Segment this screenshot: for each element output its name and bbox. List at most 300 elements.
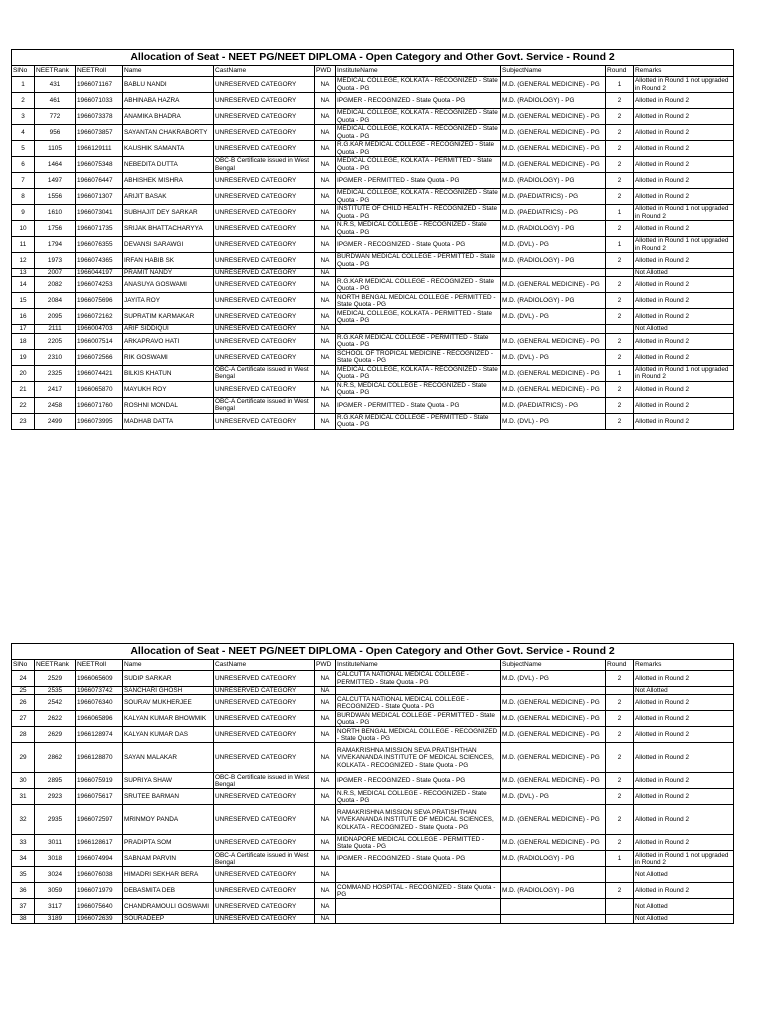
table-row — [12, 789, 734, 805]
cell-pwd: NA — [315, 157, 336, 173]
cell-round: 2 — [606, 293, 634, 309]
cell-remarks: Allotted in Round 2 — [634, 805, 734, 835]
cell-remarks: Allotted in Round 2 — [634, 173, 734, 189]
column-header-round: Round — [606, 660, 634, 671]
cell-neet-rank: 3024 — [35, 867, 76, 883]
cell-pwd: NA — [315, 695, 336, 711]
cell-institute-name: MEDICAL COLLEGE, KOLKATA - RECOGNIZED - State Quota - PG — [336, 125, 501, 141]
cell-subject-name: M.D. (GENERAL MEDICINE) - PG — [501, 365, 606, 381]
allocation-sheet-1 — [11, 49, 733, 430]
cell-cast-name: UNRESERVED CATEGORY — [214, 93, 315, 109]
cell-cast-name: OBC-A Certificate issued in West Bengal — [214, 365, 315, 381]
cell-remarks: Allotted in Round 2 — [634, 883, 734, 899]
cell-neet-rank: 2007 — [35, 269, 76, 277]
cell-round: 1 — [606, 365, 634, 381]
cell-remarks: Not Allotted — [634, 269, 734, 277]
cell-pwd: NA — [315, 365, 336, 381]
table-row — [12, 687, 734, 695]
cell-neet-roll: 1966071307 — [76, 189, 123, 205]
cell-round — [606, 915, 634, 923]
cell-cast-name: UNRESERVED CATEGORY — [214, 141, 315, 157]
cell-pwd: NA — [315, 883, 336, 899]
cell-cast-name: UNRESERVED CATEGORY — [214, 173, 315, 189]
cell-name: BILKIS KHATUN — [123, 365, 214, 381]
cell-pwd: NA — [315, 687, 336, 695]
cell-institute-name: COMMAND HOSPITAL - RECOGNIZED - State Quota - PG — [336, 883, 501, 899]
cell-remarks: Not Allotted — [634, 915, 734, 923]
cell-name: ABHINABA HAZRA — [123, 93, 214, 109]
column-header-neet-rank: NEETRank — [35, 66, 76, 77]
cell-subject-name: M.D. (GENERAL MEDICINE) - PG — [501, 711, 606, 727]
cell-subject-name: M.D. (DVL) - PG — [501, 413, 606, 429]
cell-neet-roll: 1966128974 — [76, 727, 123, 743]
cell-remarks: Allotted in Round 2 — [634, 381, 734, 397]
cell-institute-name: BURDWAN MEDICAL COLLEGE - PERMITTED - State Quota - PG — [336, 711, 501, 727]
cell-neet-rank: 2310 — [35, 349, 76, 365]
cell-name: JAYITA ROY — [123, 293, 214, 309]
column-header-remarks: Remarks — [634, 66, 734, 77]
cell-institute-name: N.R.S, MEDICAL COLLEGE - RECOGNIZED - State Quota - PG — [336, 789, 501, 805]
cell-cast-name: UNRESERVED CATEGORY — [214, 237, 315, 253]
table-row — [12, 365, 734, 381]
cell-subject-name — [501, 915, 606, 923]
column-header-name: Name — [123, 66, 214, 77]
cell-neet-rank: 1497 — [35, 173, 76, 189]
cell-pwd: NA — [315, 205, 336, 221]
cell-name: SABNAM PARVIN — [123, 851, 214, 867]
cell-neet-roll: 1966071979 — [76, 883, 123, 899]
cell-neet-rank: 461 — [35, 93, 76, 109]
cell-cast-name: UNRESERVED CATEGORY — [214, 125, 315, 141]
table-row — [12, 413, 734, 429]
table-row — [12, 381, 734, 397]
cell-subject-name: M.D. (PAEDIATRICS) - PG — [501, 397, 606, 413]
cell-remarks: Allotted in Round 2 — [634, 835, 734, 851]
cell-name: PRADIPTA SOM — [123, 835, 214, 851]
cell-remarks: Allotted in Round 2 — [634, 789, 734, 805]
table-row — [12, 325, 734, 333]
column-header-pwd: PWD — [315, 660, 336, 671]
cell-institute-name: MIDNAPORE MEDICAL COLLEGE - PERMITTED - State Quota - PG — [336, 835, 501, 851]
column-header-cast-name: CastName — [214, 66, 315, 77]
cell-round: 2 — [606, 141, 634, 157]
cell-cast-name: OBC-A Certificate issued in West Bengal — [214, 397, 315, 413]
cell-neet-roll: 1966129111 — [76, 141, 123, 157]
cell-pwd: NA — [315, 899, 336, 915]
table-row — [12, 727, 734, 743]
table-row — [12, 293, 734, 309]
allocation-table — [11, 643, 734, 924]
cell-subject-name: M.D. (GENERAL MEDICINE) - PG — [501, 381, 606, 397]
cell-slno: 6 — [12, 157, 35, 173]
cell-pwd: NA — [315, 221, 336, 237]
cell-name: SANCHARI GHOSH — [123, 687, 214, 695]
column-header-neet-roll: NEETRoll — [76, 66, 123, 77]
cell-pwd: NA — [315, 125, 336, 141]
cell-slno: 32 — [12, 805, 35, 835]
cell-neet-rank: 3117 — [35, 899, 76, 915]
cell-pwd: NA — [315, 189, 336, 205]
cell-cast-name: UNRESERVED CATEGORY — [214, 915, 315, 923]
cell-remarks: Allotted in Round 2 — [634, 293, 734, 309]
cell-neet-rank: 1610 — [35, 205, 76, 221]
cell-institute-name: MEDICAL COLLEGE, KOLKATA - RECOGNIZED - State Quota - PG — [336, 365, 501, 381]
cell-slno: 7 — [12, 173, 35, 189]
cell-cast-name: UNRESERVED CATEGORY — [214, 309, 315, 325]
cell-institute-name — [336, 915, 501, 923]
cell-remarks: Allotted in Round 2 — [634, 109, 734, 125]
cell-cast-name: UNRESERVED CATEGORY — [214, 899, 315, 915]
cell-round — [606, 269, 634, 277]
cell-round: 1 — [606, 205, 634, 221]
cell-slno: 21 — [12, 381, 35, 397]
cell-name: DEVANSI SARAWGI — [123, 237, 214, 253]
cell-slno: 19 — [12, 349, 35, 365]
cell-slno: 35 — [12, 867, 35, 883]
allocation-sheet-2 — [11, 643, 733, 924]
cell-neet-rank: 1464 — [35, 157, 76, 173]
cell-remarks: Allotted in Round 2 — [634, 93, 734, 109]
cell-pwd: NA — [315, 413, 336, 429]
cell-round: 2 — [606, 789, 634, 805]
cell-neet-roll: 1966073742 — [76, 687, 123, 695]
cell-institute-name: R.G.KAR MEDICAL COLLEGE - RECOGNIZED - State Quota - PG — [336, 277, 501, 293]
cell-institute-name — [336, 867, 501, 883]
cell-cast-name: UNRESERVED CATEGORY — [214, 805, 315, 835]
cell-name: ARIJIT BASAK — [123, 189, 214, 205]
cell-neet-roll: 1966065896 — [76, 711, 123, 727]
cell-subject-name: M.D. (GENERAL MEDICINE) - PG — [501, 773, 606, 789]
cell-name: SUPRIYA SHAW — [123, 773, 214, 789]
cell-pwd: NA — [315, 743, 336, 773]
cell-name: ANAMIKA BHADRA — [123, 109, 214, 125]
cell-remarks: Allotted in Round 2 — [634, 125, 734, 141]
cell-remarks: Allotted in Round 2 — [634, 277, 734, 293]
cell-subject-name: M.D. (PAEDIATRICS) - PG — [501, 189, 606, 205]
cell-neet-roll: 1966076355 — [76, 237, 123, 253]
cell-neet-rank: 2205 — [35, 333, 76, 349]
table-row — [12, 883, 734, 899]
cell-name: HIMADRI SEKHAR BERA — [123, 867, 214, 883]
cell-pwd: NA — [315, 867, 336, 883]
table-row — [12, 77, 734, 93]
cell-slno: 38 — [12, 915, 35, 923]
cell-neet-roll: 1966071735 — [76, 221, 123, 237]
table-row — [12, 867, 734, 883]
cell-round: 2 — [606, 93, 634, 109]
cell-neet-rank: 3018 — [35, 851, 76, 867]
cell-name: CHANDRAMOULI GOSWAMI — [123, 899, 214, 915]
column-header-round: Round — [606, 66, 634, 77]
cell-name: KALYAN KUMAR DAS — [123, 727, 214, 743]
cell-name: MRINMOY PANDA — [123, 805, 214, 835]
cell-cast-name: UNRESERVED CATEGORY — [214, 293, 315, 309]
cell-name: KALYAN KUMAR BHOWMIK — [123, 711, 214, 727]
cell-round: 1 — [606, 851, 634, 867]
table-row — [12, 333, 734, 349]
cell-neet-rank: 2111 — [35, 325, 76, 333]
cell-round — [606, 325, 634, 333]
cell-round: 1 — [606, 77, 634, 93]
cell-name: IRFAN HABIB SK — [123, 253, 214, 269]
cell-cast-name: UNRESERVED CATEGORY — [214, 727, 315, 743]
cell-institute-name: R.G.KAR MEDICAL COLLEGE - PERMITTED - State Quota - PG — [336, 333, 501, 349]
cell-institute-name: IPGMER - RECOGNIZED - State Quota - PG — [336, 237, 501, 253]
cell-neet-roll: 1966065870 — [76, 381, 123, 397]
cell-round: 2 — [606, 883, 634, 899]
cell-cast-name: UNRESERVED CATEGORY — [214, 189, 315, 205]
cell-pwd: NA — [315, 805, 336, 835]
cell-neet-rank: 3059 — [35, 883, 76, 899]
cell-cast-name: UNRESERVED CATEGORY — [214, 687, 315, 695]
table-row — [12, 277, 734, 293]
cell-round: 2 — [606, 695, 634, 711]
cell-remarks: Allotted in Round 2 — [634, 157, 734, 173]
cell-neet-rank: 956 — [35, 125, 76, 141]
cell-neet-rank: 2629 — [35, 727, 76, 743]
table-row — [12, 189, 734, 205]
cell-cast-name: UNRESERVED CATEGORY — [214, 711, 315, 727]
cell-pwd: NA — [315, 269, 336, 277]
cell-pwd: NA — [315, 349, 336, 365]
cell-round: 2 — [606, 805, 634, 835]
cell-neet-rank: 772 — [35, 109, 76, 125]
cell-subject-name: M.D. (GENERAL MEDICINE) - PG — [501, 77, 606, 93]
cell-subject-name: M.D. (GENERAL MEDICINE) - PG — [501, 695, 606, 711]
cell-name: KAUSHIK SAMANTA — [123, 141, 214, 157]
cell-slno: 26 — [12, 695, 35, 711]
cell-cast-name: UNRESERVED CATEGORY — [214, 109, 315, 125]
cell-institute-name: NORTH BENGAL MEDICAL COLLEGE - RECOGNIZED - State Quota - PG — [336, 727, 501, 743]
column-header-institute-name: InstituteName — [336, 66, 501, 77]
cell-name: NEBEDITA DUTTA — [123, 157, 214, 173]
cell-institute-name: MEDICAL COLLEGE, KOLKATA - PERMITTED - State Quota - PG — [336, 309, 501, 325]
column-header-pwd: PWD — [315, 66, 336, 77]
cell-pwd: NA — [315, 333, 336, 349]
cell-institute-name: IPGMER - RECOGNIZED - State Quota - PG — [336, 93, 501, 109]
table-title: Allocation of Seat - NEET PG/NEET DIPLOMA - Open Category and Other Govt. Service - Round 2 — [12, 50, 734, 66]
cell-neet-roll: 1966075348 — [76, 157, 123, 173]
table-row — [12, 157, 734, 173]
table-row — [12, 915, 734, 923]
cell-name: SRUTEE BARMAN — [123, 789, 214, 805]
cell-cast-name: UNRESERVED CATEGORY — [214, 253, 315, 269]
cell-neet-roll: 1966075919 — [76, 773, 123, 789]
cell-slno: 18 — [12, 333, 35, 349]
cell-round: 2 — [606, 349, 634, 365]
cell-round: 2 — [606, 333, 634, 349]
cell-cast-name: UNRESERVED CATEGORY — [214, 695, 315, 711]
cell-neet-roll: 1966044197 — [76, 269, 123, 277]
cell-institute-name: R.G.KAR MEDICAL COLLEGE - PERMITTED - State Quota - PG — [336, 413, 501, 429]
cell-round: 2 — [606, 109, 634, 125]
cell-neet-rank: 1794 — [35, 237, 76, 253]
cell-neet-rank: 2529 — [35, 671, 76, 687]
cell-neet-roll: 1966072162 — [76, 309, 123, 325]
cell-pwd: NA — [315, 93, 336, 109]
cell-remarks: Not Allotted — [634, 325, 734, 333]
cell-neet-rank: 2082 — [35, 277, 76, 293]
cell-institute-name: IPGMER - PERMITTED - State Quota - PG — [336, 173, 501, 189]
cell-pwd: NA — [315, 77, 336, 93]
cell-round — [606, 867, 634, 883]
cell-neet-rank: 431 — [35, 77, 76, 93]
cell-name: PRAMIT NANDY — [123, 269, 214, 277]
cell-neet-rank: 1105 — [35, 141, 76, 157]
cell-slno: 11 — [12, 237, 35, 253]
cell-institute-name: MEDICAL COLLEGE, KOLKATA - RECOGNIZED - State Quota - PG — [336, 109, 501, 125]
cell-neet-roll: 1966074421 — [76, 365, 123, 381]
cell-remarks: Allotted in Round 1 not upgraded in Round 2 — [634, 77, 734, 93]
cell-neet-rank: 2499 — [35, 413, 76, 429]
table-row — [12, 711, 734, 727]
cell-subject-name: M.D. (RADIOLOGY) - PG — [501, 851, 606, 867]
cell-round: 2 — [606, 727, 634, 743]
cell-neet-roll: 1966007514 — [76, 333, 123, 349]
cell-subject-name: M.D. (RADIOLOGY) - PG — [501, 173, 606, 189]
cell-slno: 34 — [12, 851, 35, 867]
cell-subject-name: M.D. (GENERAL MEDICINE) - PG — [501, 125, 606, 141]
cell-slno: 2 — [12, 93, 35, 109]
cell-remarks: Allotted in Round 1 not upgraded in Round 2 — [634, 205, 734, 221]
cell-name: MAYUKH ROY — [123, 381, 214, 397]
cell-cast-name: UNRESERVED CATEGORY — [214, 835, 315, 851]
cell-pwd: NA — [315, 109, 336, 125]
cell-remarks: Allotted in Round 2 — [634, 413, 734, 429]
table-body — [12, 671, 734, 924]
cell-pwd: NA — [315, 141, 336, 157]
cell-cast-name: OBC-B Certificate issued in West Bengal — [214, 157, 315, 173]
cell-neet-rank: 1556 — [35, 189, 76, 205]
cell-neet-rank: 3189 — [35, 915, 76, 923]
cell-remarks: Not Allotted — [634, 687, 734, 695]
cell-neet-roll: 1966065609 — [76, 671, 123, 687]
allocation-table — [11, 49, 734, 430]
cell-neet-rank: 2084 — [35, 293, 76, 309]
cell-name: ANASUYA GOSWAMI — [123, 277, 214, 293]
cell-institute-name: NORTH BENGAL MEDICAL COLLEGE - PERMITTED - State Quota - PG — [336, 293, 501, 309]
table-title: Allocation of Seat - NEET PG/NEET DIPLOMA - Open Category and Other Govt. Service - Round 2 — [12, 644, 734, 660]
cell-name: SRIJAK BHATTACHARYYA — [123, 221, 214, 237]
cell-slno: 36 — [12, 883, 35, 899]
cell-neet-roll: 1966004703 — [76, 325, 123, 333]
cell-remarks: Allotted in Round 2 — [634, 333, 734, 349]
cell-slno: 22 — [12, 397, 35, 413]
header-row — [12, 660, 734, 671]
cell-remarks: Allotted in Round 2 — [634, 695, 734, 711]
table-row — [12, 743, 734, 773]
cell-cast-name: UNRESERVED CATEGORY — [214, 349, 315, 365]
cell-round: 2 — [606, 381, 634, 397]
cell-pwd: NA — [315, 309, 336, 325]
cell-name: SAYAN MALAKAR — [123, 743, 214, 773]
cell-remarks: Not Allotted — [634, 867, 734, 883]
cell-name: SOURAV MUKHERJEE — [123, 695, 214, 711]
cell-subject-name: M.D. (GENERAL MEDICINE) - PG — [501, 141, 606, 157]
cell-neet-roll: 1966072639 — [76, 915, 123, 923]
cell-cast-name: UNRESERVED CATEGORY — [214, 789, 315, 805]
cell-round: 2 — [606, 835, 634, 851]
cell-remarks: Allotted in Round 2 — [634, 671, 734, 687]
cell-institute-name: MEDICAL COLLEGE, KOLKATA - PERMITTED - State Quota - PG — [336, 157, 501, 173]
cell-institute-name — [336, 325, 501, 333]
cell-subject-name: M.D. (RADIOLOGY) - PG — [501, 883, 606, 899]
cell-remarks: Allotted in Round 2 — [634, 711, 734, 727]
cell-institute-name: IPGMER - RECOGNIZED - State Quota - PG — [336, 851, 501, 867]
cell-neet-roll: 1966074994 — [76, 851, 123, 867]
cell-slno: 14 — [12, 277, 35, 293]
column-header-name: Name — [123, 660, 214, 671]
cell-cast-name: UNRESERVED CATEGORY — [214, 883, 315, 899]
cell-neet-rank: 1973 — [35, 253, 76, 269]
cell-slno: 9 — [12, 205, 35, 221]
cell-subject-name: M.D. (DVL) - PG — [501, 671, 606, 687]
table-row — [12, 773, 734, 789]
table-row — [12, 205, 734, 221]
table-row — [12, 109, 734, 125]
cell-neet-rank: 2325 — [35, 365, 76, 381]
cell-neet-rank: 2458 — [35, 397, 76, 413]
cell-slno: 8 — [12, 189, 35, 205]
cell-subject-name — [501, 325, 606, 333]
cell-cast-name: OBC-B Certificate issued in West Bengal — [214, 773, 315, 789]
cell-neet-rank: 2542 — [35, 695, 76, 711]
cell-round: 2 — [606, 397, 634, 413]
cell-slno: 1 — [12, 77, 35, 93]
cell-cast-name: OBC-A Certificate issued in West Bengal — [214, 851, 315, 867]
cell-remarks: Allotted in Round 2 — [634, 189, 734, 205]
cell-cast-name: UNRESERVED CATEGORY — [214, 325, 315, 333]
cell-name: ROSHNI MONDAL — [123, 397, 214, 413]
cell-name: SUDIP SARKAR — [123, 671, 214, 687]
cell-subject-name — [501, 867, 606, 883]
cell-remarks: Allotted in Round 2 — [634, 397, 734, 413]
cell-subject-name: M.D. (PAEDIATRICS) - PG — [501, 205, 606, 221]
cell-neet-roll: 1966071167 — [76, 77, 123, 93]
cell-remarks: Allotted in Round 1 not upgraded in Round 2 — [634, 237, 734, 253]
cell-cast-name: UNRESERVED CATEGORY — [214, 413, 315, 429]
cell-slno: 13 — [12, 269, 35, 277]
cell-pwd: NA — [315, 835, 336, 851]
cell-cast-name: UNRESERVED CATEGORY — [214, 333, 315, 349]
cell-subject-name: M.D. (RADIOLOGY) - PG — [501, 293, 606, 309]
table-row — [12, 221, 734, 237]
cell-pwd: NA — [315, 253, 336, 269]
cell-cast-name: UNRESERVED CATEGORY — [214, 269, 315, 277]
cell-subject-name: M.D. (DVL) - PG — [501, 789, 606, 805]
cell-institute-name — [336, 899, 501, 915]
cell-round: 2 — [606, 125, 634, 141]
table-row — [12, 805, 734, 835]
cell-neet-roll: 1966075640 — [76, 899, 123, 915]
column-header-subject-name: SubjectName — [501, 66, 606, 77]
cell-slno: 16 — [12, 309, 35, 325]
table-row — [12, 93, 734, 109]
cell-name: BABLU NANDI — [123, 77, 214, 93]
cell-slno: 24 — [12, 671, 35, 687]
table-body — [12, 77, 734, 430]
table-row — [12, 835, 734, 851]
cell-institute-name: MEDICAL COLLEGE, KOLKATA - RECOGNIZED - State Quota - PG — [336, 189, 501, 205]
cell-pwd: NA — [315, 789, 336, 805]
cell-slno: 12 — [12, 253, 35, 269]
cell-subject-name: M.D. (GENERAL MEDICINE) - PG — [501, 743, 606, 773]
cell-slno: 37 — [12, 899, 35, 915]
cell-round: 2 — [606, 157, 634, 173]
cell-cast-name: UNRESERVED CATEGORY — [214, 277, 315, 293]
cell-slno: 33 — [12, 835, 35, 851]
cell-name: ARIF SIDDIQUI — [123, 325, 214, 333]
